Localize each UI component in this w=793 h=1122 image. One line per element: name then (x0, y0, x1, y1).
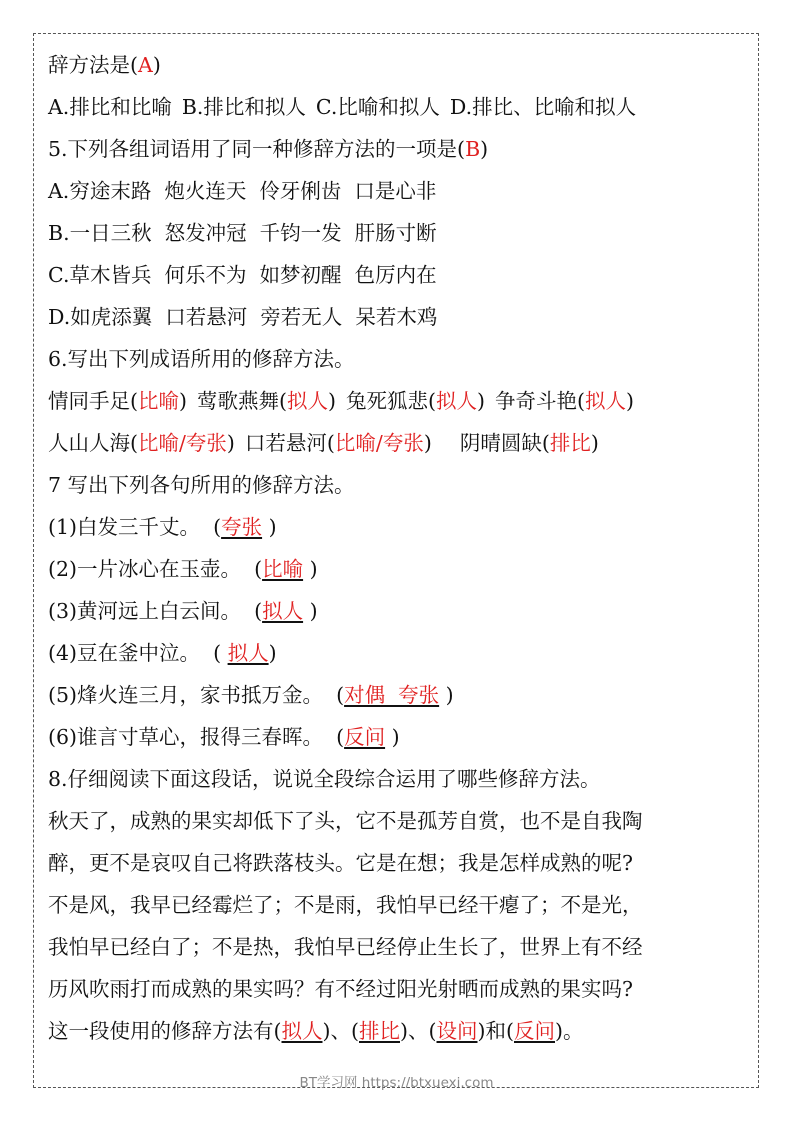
q7-item-2: (2)一片冰心在玉壶。 (比喻 ) (48, 557, 318, 581)
q6-row-1: 情同手足(比喻) 莺歌燕舞(拟人) 兔死狐悲(拟人) 争奇斗艳(拟人) (48, 389, 634, 413)
q4-stem: 辞方法是( (48, 53, 138, 77)
q4-answer: A (138, 53, 153, 77)
q8-answer-line: 这一段使用的修辞方法有(拟人)、(排比)、(设问)和(反问)。 (48, 1019, 584, 1043)
q5-answer: B (465, 137, 481, 161)
q4-stem-line: 辞方法是(A) (48, 53, 161, 77)
worksheet-content (48, 44, 753, 1052)
q4-option-a: A.排比和比喻 (48, 95, 172, 119)
q7-item-6: (6)谁言寸草心，报得三春晖。 (反问 ) (48, 725, 400, 749)
q7-answer: 拟人 (262, 599, 304, 623)
q5-option-d: D.如虎添翼 口若悬河 旁若无人 呆若木鸡 (48, 305, 438, 329)
footer-watermark: BT学习网 https://btxuexi.com (299, 1075, 494, 1091)
q4-option-b: B.排比和拟人 (181, 95, 306, 119)
q5-option-c: C.草木皆兵 何乐不为 如梦初醒 色厉内在 (48, 263, 437, 287)
q8-passage-line: 秋天了，成熟的果实却低下了头，它不是孤芳自赏，也不是自我陶 (48, 809, 643, 833)
q4-option-c: C.比喻和拟人 (315, 95, 440, 119)
q7-item-4: (4)豆在釜中泣。 ( 拟人) (48, 641, 277, 665)
q7-answer: 夸张 (221, 515, 263, 539)
q8-answer: 设问 (436, 1019, 478, 1043)
q5-stem: 5.下列各组词语用了同一种修辞方法的一项是( (48, 137, 466, 161)
q7-answer: 反问 (344, 725, 386, 749)
q5-option-b: B.一日三秋 怒发冲冠 千钧一发 肝肠寸断 (48, 221, 437, 245)
q6-answer: 拟人 (436, 389, 477, 413)
q7-item-5: (5)烽火连三月，家书抵万金。 (对偶 夸张 ) (48, 683, 454, 707)
q4-options (48, 86, 753, 128)
q7-item-3: (3)黄河远上白云间。 (拟人 ) (48, 599, 318, 623)
q6-row-2: 人山人海(比喻/夸张) 口若悬河(比喻/夸张) 阴晴圆缺(排比) (48, 431, 599, 455)
q8-answer: 反问 (514, 1019, 555, 1043)
q7-answer: 对偶 夸张 (344, 683, 440, 707)
q8-passage-line: 醉，更不是哀叹自己将跌落枝头。它是在想；我是怎样成熟的呢? (48, 851, 633, 875)
q8-stem: 8.仔细阅读下面这段话，说说全段综合运用了哪些修辞方法。 (48, 767, 601, 791)
q7-stem: 7 写出下列各句所用的修辞方法。 (48, 473, 355, 497)
q5-option-a: A.穷途末路 炮火连天 伶牙俐齿 口是心非 (48, 179, 437, 203)
q6-answer: 比喻/夸张 (138, 431, 227, 455)
q7-answer: 拟人 (227, 641, 269, 665)
q6-answer: 拟人 (287, 389, 328, 413)
q8-passage-line: 不是风，我早已经霉烂了；不是雨，我怕早已经干瘪了；不是光， (48, 893, 643, 917)
q5-stem-line: 5.下列各组词语用了同一种修辞方法的一项是(B) (48, 137, 489, 161)
q6-answer: 比喻 (138, 389, 179, 413)
q6-stem: 6.写出下列成语所用的修辞方法。 (48, 347, 355, 371)
q8-answer: 排比 (359, 1019, 400, 1043)
q6-answer: 排比 (549, 431, 591, 455)
q7-answer: 比喻 (262, 557, 304, 581)
q8-answer: 拟人 (281, 1019, 323, 1043)
q6-answer: 拟人 (585, 389, 626, 413)
q8-passage-line: 我怕早已经白了；不是热，我怕早已经停止生长了，世界上有不经 (48, 935, 643, 959)
q4-option-d: D.排比、比喻和拟人 (449, 95, 637, 119)
q8-passage-line: 历风吹雨打而成熟的果实吗？有不经过阳光射晒而成熟的果实吗? (48, 977, 633, 1001)
q7-item-1: (1)白发三千丈。 (夸张 ) (48, 515, 277, 539)
q6-answer: 比喻/夸张 (334, 431, 424, 455)
